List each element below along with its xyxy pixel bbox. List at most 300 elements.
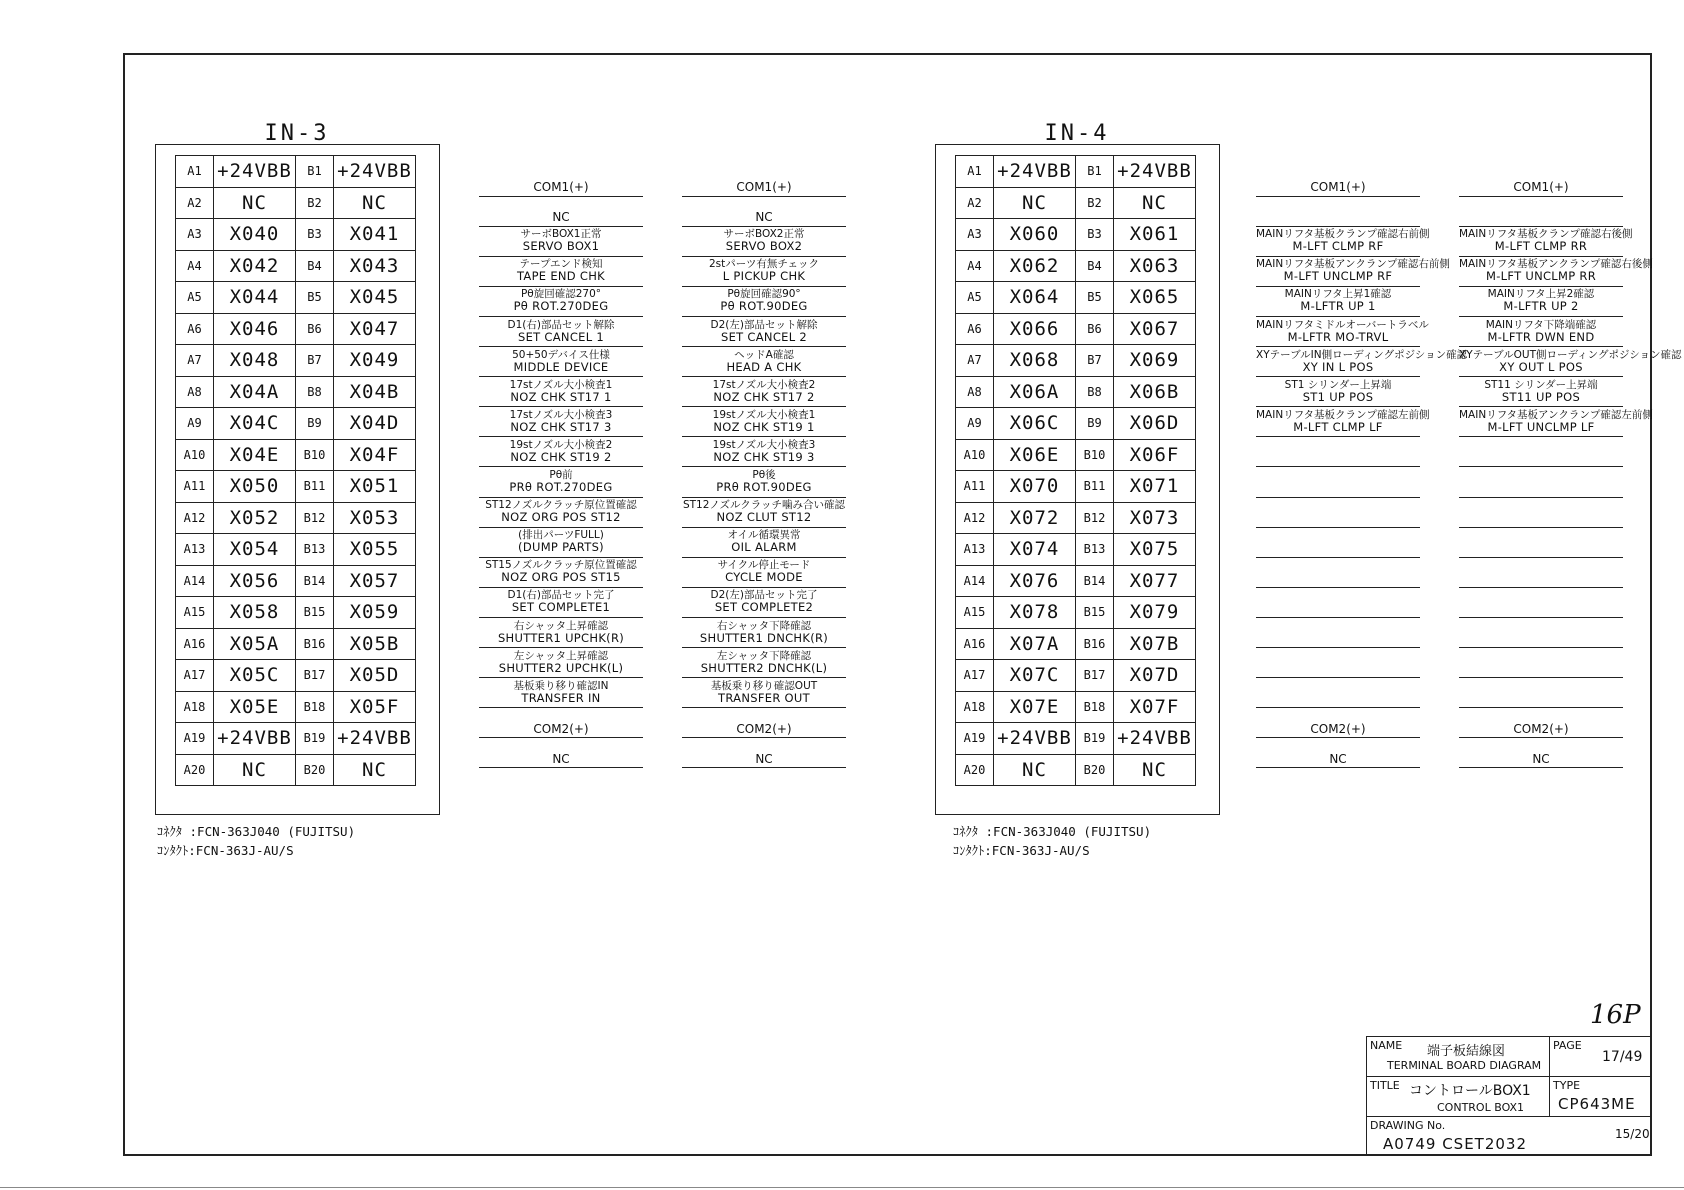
pin-row bbox=[956, 502, 1196, 534]
signal-a: X056 bbox=[214, 565, 296, 597]
signal-b: NC bbox=[1114, 187, 1196, 219]
signal-slot bbox=[1256, 646, 1420, 679]
signal-slot bbox=[479, 315, 643, 348]
signal-b: X07D bbox=[1114, 660, 1196, 692]
signal-label-en: TRANSFER OUT bbox=[718, 690, 810, 705]
signal-slot bbox=[1256, 375, 1420, 408]
signal-slot bbox=[479, 284, 643, 317]
pin-number-a: A20 bbox=[956, 754, 994, 786]
signal-a: X070 bbox=[994, 471, 1076, 503]
signal-a: X050 bbox=[214, 471, 296, 503]
signal-label-jp: ヘッドA確認 bbox=[734, 348, 794, 361]
signal-a: X04A bbox=[214, 376, 296, 408]
signal-slot bbox=[682, 315, 846, 348]
signal-slot bbox=[682, 254, 846, 287]
signal-label-jp: MAINリフタ下降端確認 bbox=[1485, 318, 1597, 331]
signal-b: NC bbox=[334, 187, 416, 219]
pin-number-a: A5 bbox=[176, 282, 214, 314]
signal-a: X05A bbox=[214, 628, 296, 660]
pin-number-b: B5 bbox=[296, 282, 334, 314]
pin-number-b: B12 bbox=[296, 502, 334, 534]
pin-number-b: B8 bbox=[1076, 376, 1114, 408]
pin-number-b: B8 bbox=[296, 376, 334, 408]
signal-slot bbox=[1256, 164, 1420, 197]
signal-slot bbox=[1459, 224, 1633, 257]
pin-number-b: B7 bbox=[296, 345, 334, 377]
signal-label-en: M-LFTR UP 1 bbox=[1300, 299, 1376, 314]
signal-label-en: NOZ ORG POS ST15 bbox=[501, 570, 621, 585]
pin-number-b: B17 bbox=[296, 660, 334, 692]
signal-label-en: NOZ CHK ST17 1 bbox=[510, 389, 612, 404]
pin-number-b: B15 bbox=[1076, 597, 1114, 629]
pin-row bbox=[956, 754, 1196, 786]
signal-label: NC bbox=[755, 751, 773, 766]
pin-number-b: B16 bbox=[296, 628, 334, 660]
pin-number-b: B9 bbox=[296, 408, 334, 440]
signal-b: X071 bbox=[1114, 471, 1196, 503]
tb-title-label: TITLE bbox=[1370, 1079, 1400, 1092]
signal-slot bbox=[1459, 585, 1623, 618]
pin-row bbox=[176, 502, 416, 534]
signal-b: X073 bbox=[1114, 502, 1196, 534]
pin-row bbox=[956, 282, 1196, 314]
signal-slot bbox=[1459, 525, 1623, 558]
signal-a: X046 bbox=[214, 313, 296, 345]
signal-label-en: M-LFT UNCLMP RF bbox=[1283, 269, 1393, 284]
signal-label: COM1(+) bbox=[1310, 180, 1366, 194]
pin-number-b: B2 bbox=[1076, 187, 1114, 219]
pin-row bbox=[956, 471, 1196, 503]
signal-b: +24VBB bbox=[1114, 723, 1196, 755]
signal-slot bbox=[1256, 254, 1450, 287]
pin-row bbox=[176, 313, 416, 345]
signal-a: X040 bbox=[214, 219, 296, 251]
signal-a: X058 bbox=[214, 597, 296, 629]
pin-number-a: A16 bbox=[176, 628, 214, 660]
signal-slot bbox=[1256, 224, 1430, 257]
signal-slot bbox=[479, 254, 643, 287]
tb-name-jp: 端子板結線図 bbox=[1427, 1044, 1506, 1059]
signal-slot bbox=[1459, 736, 1623, 769]
signal-label-jp: 19stノズル大小検査2 bbox=[509, 438, 613, 451]
in4-pin-table bbox=[955, 155, 1196, 786]
pin-row bbox=[956, 156, 1196, 188]
signal-b: X059 bbox=[334, 597, 416, 629]
pin-row bbox=[176, 408, 416, 440]
signal-label-en: XY IN L POS bbox=[1302, 359, 1374, 374]
signal-label-en: OIL ALARM bbox=[731, 540, 797, 555]
pin-number-b: B9 bbox=[1076, 408, 1114, 440]
signal-label-jp: ST12ノズルクラッチ原位置確認 bbox=[485, 499, 637, 512]
pin-number-a: A9 bbox=[176, 408, 214, 440]
signal-label-jp: サイクル停止モード bbox=[717, 559, 811, 572]
signal-slot bbox=[1256, 706, 1420, 739]
signal-slot bbox=[682, 646, 846, 679]
signal-b: +24VBB bbox=[334, 723, 416, 755]
signal-b: X051 bbox=[334, 471, 416, 503]
pin-number-b: B10 bbox=[1076, 439, 1114, 471]
signal-label-en: NOZ CHK ST17 2 bbox=[713, 389, 815, 404]
signal-b: X07B bbox=[1114, 628, 1196, 660]
signal-label-jp: 19stノズル大小検査3 bbox=[712, 438, 816, 451]
signal-label-jp: MAINリフタ上昇2確認 bbox=[1487, 288, 1595, 301]
signal-label-jp: オイル循環異常 bbox=[727, 529, 801, 542]
signal-label-en: Pθ ROT.270DEG bbox=[513, 299, 609, 314]
signal-a: X06A bbox=[994, 376, 1076, 408]
signal-label-en: SHUTTER2 UPCHK(L) bbox=[498, 660, 624, 675]
pin-number-b: B4 bbox=[1076, 250, 1114, 282]
signal-b: X065 bbox=[1114, 282, 1196, 314]
signal-a: X042 bbox=[214, 250, 296, 282]
signal-slot bbox=[479, 224, 643, 257]
pin-number-b: B11 bbox=[296, 471, 334, 503]
pin-row bbox=[176, 471, 416, 503]
signal-label: COM1(+) bbox=[533, 180, 589, 194]
pin-number-a: A12 bbox=[956, 502, 994, 534]
signal-slot bbox=[682, 495, 846, 528]
signal-a: +24VBB bbox=[214, 156, 296, 188]
pin-number-a: A14 bbox=[176, 565, 214, 597]
pin-row bbox=[956, 597, 1196, 629]
in3-pin-table bbox=[175, 155, 416, 786]
pin-row bbox=[956, 691, 1196, 723]
pin-row bbox=[176, 754, 416, 786]
signal-slot bbox=[1459, 555, 1623, 588]
pin-number-a: A1 bbox=[176, 156, 214, 188]
pin-number-b: B3 bbox=[296, 219, 334, 251]
signal-b: X06D bbox=[1114, 408, 1196, 440]
tb-drawing-cell bbox=[1367, 1117, 1650, 1155]
signal-label-jp: MAINリフタ基板アンクランプ確認右後側 bbox=[1459, 258, 1653, 271]
pin-row bbox=[176, 156, 416, 188]
signal-label-en: SET COMPLETE2 bbox=[714, 600, 814, 615]
pin-row bbox=[956, 376, 1196, 408]
signal-label-jp: 19stノズル大小検査1 bbox=[712, 408, 816, 421]
signal-label-en: SHUTTER2 DNCHK(L) bbox=[700, 660, 828, 675]
signal-slot bbox=[479, 435, 643, 468]
pin-number-a: A11 bbox=[176, 471, 214, 503]
page-bottom-line bbox=[0, 1187, 1684, 1188]
signal-slot bbox=[682, 435, 846, 468]
in4-connector-note bbox=[953, 822, 1151, 860]
signal-a: X04C bbox=[214, 408, 296, 440]
pin-number-a: A20 bbox=[176, 754, 214, 786]
signal-b: NC bbox=[334, 754, 416, 786]
signal-slot bbox=[1256, 284, 1420, 317]
signal-b: X04B bbox=[334, 376, 416, 408]
signal-slot bbox=[479, 525, 643, 558]
signal-slot bbox=[682, 224, 846, 257]
tb-type-value: CP643ME bbox=[1558, 1095, 1636, 1113]
signal-label: NC bbox=[552, 210, 570, 225]
signal-label-en: SERVO BOX1 bbox=[522, 239, 600, 254]
signal-slot bbox=[1256, 435, 1420, 468]
signal-label-jp: 50+50デバイス仕様 bbox=[512, 348, 610, 361]
pin-number-a: A15 bbox=[956, 597, 994, 629]
signal-label-en: M-LFT CLMP RR bbox=[1494, 239, 1588, 254]
signal-label-jp: D1(右)部品セット完了 bbox=[507, 589, 615, 602]
pin-row bbox=[956, 723, 1196, 755]
signal-b: X053 bbox=[334, 502, 416, 534]
signal-a: X044 bbox=[214, 282, 296, 314]
signal-slot bbox=[1459, 676, 1623, 709]
signal-slot bbox=[1256, 194, 1420, 227]
signal-label-jp: テープエンド検知 bbox=[519, 258, 603, 271]
signal-label-en: M-LFTR MO-TRVL bbox=[1287, 329, 1389, 344]
pin-number-a: A13 bbox=[956, 534, 994, 566]
pin-number-a: A12 bbox=[176, 502, 214, 534]
signal-slot bbox=[479, 345, 643, 378]
pin-number-a: A15 bbox=[176, 597, 214, 629]
signal-label-en: ST1 UP POS bbox=[1302, 389, 1374, 404]
signal-slot bbox=[682, 676, 846, 709]
tb-page-cell bbox=[1550, 1037, 1650, 1077]
signal-slot bbox=[682, 405, 846, 438]
tb-page-value: 17/49 bbox=[1602, 1049, 1643, 1065]
pin-row bbox=[176, 565, 416, 597]
pin-row bbox=[956, 660, 1196, 692]
signal-label-jp: MAINリフタ基板クランプ確認右後側 bbox=[1459, 228, 1633, 241]
signal-slot bbox=[479, 375, 643, 408]
pin-number-a: A14 bbox=[956, 565, 994, 597]
signal-label-en: XY OUT L POS bbox=[1499, 359, 1583, 374]
signal-slot bbox=[479, 706, 643, 739]
signal-slot bbox=[1459, 706, 1623, 739]
signal-b: X049 bbox=[334, 345, 416, 377]
signal-slot bbox=[1256, 525, 1420, 558]
pin-number-b: B20 bbox=[1076, 754, 1114, 786]
signal-label-jp: D2(左)部品セット完了 bbox=[710, 589, 818, 602]
signal-label-jp: XYテーブルIN側ローディングポジション確認 bbox=[1256, 348, 1468, 361]
signal-label: NC bbox=[1532, 751, 1550, 766]
signal-label-en: M-LFTR UP 2 bbox=[1503, 299, 1579, 314]
signal-b: NC bbox=[1114, 754, 1196, 786]
signal-a: X07A bbox=[994, 628, 1076, 660]
signal-label-en: NOZ ORG POS ST12 bbox=[501, 510, 621, 525]
signal-label-jp: MAINリフタ基板アンクランプ確認左前側 bbox=[1459, 408, 1653, 421]
signal-label: COM2(+) bbox=[1310, 721, 1366, 736]
pin-number-a: A6 bbox=[176, 313, 214, 345]
signal-label-en: (DUMP PARTS) bbox=[518, 540, 604, 555]
signal-label-en: NOZ CHK ST19 1 bbox=[713, 419, 815, 434]
signal-label: NC bbox=[552, 751, 570, 766]
signal-label-en: SET CANCEL 2 bbox=[720, 329, 808, 344]
signal-label-en: MIDDLE DEVICE bbox=[513, 359, 609, 374]
signal-b: X06B bbox=[1114, 376, 1196, 408]
signal-a: X06E bbox=[994, 439, 1076, 471]
signal-label-jp: ST12ノズルクラッチ噛み合い確認 bbox=[682, 499, 846, 512]
pin-number-b: B16 bbox=[1076, 628, 1114, 660]
pin-number-a: A6 bbox=[956, 313, 994, 345]
signal-a: X054 bbox=[214, 534, 296, 566]
pin-number-b: B17 bbox=[1076, 660, 1114, 692]
signal-label-jp: サーボBOX2正常 bbox=[723, 228, 805, 241]
pin-row bbox=[176, 250, 416, 282]
tb-name-en: TERMINAL BOARD DIAGRAM bbox=[1387, 1059, 1542, 1072]
pin-number-b: B7 bbox=[1076, 345, 1114, 377]
signal-label-jp: XYテーブルOUT側ローディングポジション確認 bbox=[1459, 348, 1682, 361]
signal-slot bbox=[479, 465, 643, 498]
pin-number-a: A16 bbox=[956, 628, 994, 660]
signal-slot bbox=[682, 194, 846, 227]
pin-row bbox=[956, 534, 1196, 566]
signal-a: X078 bbox=[994, 597, 1076, 629]
pin-number-a: A11 bbox=[956, 471, 994, 503]
in3-connector: ｺﾈｸﾀ :FCN-363J040 (FUJITSU) bbox=[157, 824, 356, 839]
signal-label-jp: 基板乗り移り確認IN bbox=[513, 679, 609, 692]
tb-drawing-value: A0749 CSET2032 bbox=[1383, 1135, 1528, 1153]
signal-label-jp: 右シャッタ上昇確認 bbox=[513, 619, 609, 632]
pin-number-b: B1 bbox=[296, 156, 334, 188]
signal-a: +24VBB bbox=[214, 723, 296, 755]
signal-label-jp: Pθ旋回確認90° bbox=[727, 288, 801, 301]
signal-slot bbox=[1256, 495, 1420, 528]
signal-a: X074 bbox=[994, 534, 1076, 566]
signal-slot bbox=[479, 405, 643, 438]
signal-label-en: M-LFT CLMP LF bbox=[1293, 419, 1383, 434]
signal-slot bbox=[682, 465, 846, 498]
signal-label-jp: D1(右)部品セット解除 bbox=[507, 318, 615, 331]
pin-number-b: B4 bbox=[296, 250, 334, 282]
signal-label-en: PRθ ROT.90DEG bbox=[716, 480, 812, 494]
pin-number-a: A13 bbox=[176, 534, 214, 566]
signal-a: NC bbox=[994, 754, 1076, 786]
pin-number-a: A19 bbox=[176, 723, 214, 755]
pin-row bbox=[176, 345, 416, 377]
handwritten-page-note: 16P bbox=[1590, 1000, 1641, 1030]
signal-slot bbox=[682, 616, 846, 649]
signal-label-en: SERVO BOX2 bbox=[725, 239, 803, 254]
signal-slot bbox=[1459, 375, 1623, 408]
signal-label-jp: Pθ旋回確認270° bbox=[520, 288, 602, 301]
signal-b: +24VBB bbox=[1114, 156, 1196, 188]
signal-label-en: PRθ ROT.270DEG bbox=[509, 480, 613, 494]
pin-number-a: A10 bbox=[956, 439, 994, 471]
signal-b: X057 bbox=[334, 565, 416, 597]
pin-number-a: A17 bbox=[956, 660, 994, 692]
signal-label-jp: MAINリフタ基板アンクランプ確認右前側 bbox=[1256, 258, 1450, 271]
tb-title-en: CONTROL BOX1 bbox=[1437, 1101, 1525, 1114]
signal-a: +24VBB bbox=[994, 156, 1076, 188]
signal-label-jp: 基板乗り移り確認OUT bbox=[710, 679, 818, 692]
in4-title: IN-4 bbox=[1017, 121, 1137, 146]
pin-row bbox=[956, 345, 1196, 377]
signal-slot bbox=[1459, 164, 1623, 197]
pin-number-a: A8 bbox=[956, 376, 994, 408]
pin-row bbox=[176, 187, 416, 219]
signal-b: X04D bbox=[334, 408, 416, 440]
signal-label-jp: ST11 シリンダー上昇端 bbox=[1484, 378, 1598, 391]
signal-a: NC bbox=[994, 187, 1076, 219]
signal-a: X048 bbox=[214, 345, 296, 377]
signal-label-jp: 17stノズル大小検査1 bbox=[509, 378, 613, 391]
pin-number-b: B6 bbox=[1076, 313, 1114, 345]
signal-label: COM2(+) bbox=[533, 721, 589, 736]
pin-number-a: A9 bbox=[956, 408, 994, 440]
pin-row bbox=[176, 660, 416, 692]
tb-title-jp: コントロールBOX1 bbox=[1409, 1083, 1531, 1099]
pin-number-a: A10 bbox=[176, 439, 214, 471]
pin-row bbox=[176, 691, 416, 723]
signal-slot bbox=[1256, 405, 1430, 438]
signal-slot bbox=[682, 585, 846, 618]
signal-slot bbox=[1459, 405, 1653, 438]
pin-number-a: A4 bbox=[176, 250, 214, 282]
signal-label-en: SET CANCEL 1 bbox=[517, 329, 605, 344]
signal-label-en: M-LFT UNCLMP LF bbox=[1487, 419, 1595, 434]
signal-slot bbox=[479, 555, 643, 588]
signal-a: X04E bbox=[214, 439, 296, 471]
signal-b: X055 bbox=[334, 534, 416, 566]
signal-slot bbox=[1459, 254, 1653, 287]
signal-slot bbox=[479, 736, 643, 769]
signal-label: COM1(+) bbox=[736, 180, 792, 194]
pin-row bbox=[176, 723, 416, 755]
signal-slot bbox=[682, 345, 846, 378]
signal-label: NC bbox=[1329, 751, 1347, 766]
pin-number-b: B15 bbox=[296, 597, 334, 629]
signal-label-en: NOZ CHK ST17 3 bbox=[510, 419, 612, 434]
signal-a: X068 bbox=[994, 345, 1076, 377]
signal-a: X066 bbox=[994, 313, 1076, 345]
signal-label-jp: 左シャッタ上昇確認 bbox=[513, 649, 609, 662]
signal-label-jp: (排出パーツFULL) bbox=[518, 529, 604, 542]
signal-label: COM2(+) bbox=[736, 721, 792, 736]
signal-label-jp: 2stパーツ有無チェック bbox=[708, 258, 820, 271]
tb-type-cell bbox=[1550, 1077, 1650, 1117]
pin-number-a: A7 bbox=[176, 345, 214, 377]
pin-number-a: A3 bbox=[956, 219, 994, 251]
signal-slot bbox=[1459, 616, 1623, 649]
signal-label-en: TRANSFER IN bbox=[521, 690, 601, 705]
signal-label: COM2(+) bbox=[1513, 721, 1569, 736]
signal-slot bbox=[682, 555, 846, 588]
pin-row bbox=[176, 376, 416, 408]
signal-a: X06C bbox=[994, 408, 1076, 440]
signal-label: COM1(+) bbox=[1513, 180, 1569, 194]
signal-label-en: NOZ CHK ST19 3 bbox=[713, 449, 815, 464]
pin-number-b: B5 bbox=[1076, 282, 1114, 314]
pin-number-b: B14 bbox=[296, 565, 334, 597]
tb-name-label: NAME bbox=[1370, 1039, 1403, 1052]
tb-page-label: PAGE bbox=[1553, 1039, 1582, 1052]
signal-a: NC bbox=[214, 187, 296, 219]
signal-slot bbox=[1256, 315, 1429, 348]
signal-b: X075 bbox=[1114, 534, 1196, 566]
signal-a: X060 bbox=[994, 219, 1076, 251]
signal-a: X07E bbox=[994, 691, 1076, 723]
pin-number-a: A8 bbox=[176, 376, 214, 408]
signal-label-en: L PICKUP CHK bbox=[722, 269, 806, 284]
pin-number-a: A17 bbox=[176, 660, 214, 692]
signal-slot bbox=[1459, 646, 1623, 679]
signal-b: X063 bbox=[1114, 250, 1196, 282]
signal-slot bbox=[1256, 345, 1468, 378]
signal-label-jp: 17stノズル大小検査2 bbox=[712, 378, 816, 391]
signal-slot bbox=[479, 585, 643, 618]
pin-number-b: B18 bbox=[296, 691, 334, 723]
signal-slot bbox=[682, 164, 846, 197]
signal-b: X06F bbox=[1114, 439, 1196, 471]
signal-b: X047 bbox=[334, 313, 416, 345]
pin-row bbox=[956, 313, 1196, 345]
pin-number-b: B13 bbox=[1076, 534, 1114, 566]
signal-b: +24VBB bbox=[334, 156, 416, 188]
signal-label-jp: MAINリフタミドルオーバートラベル bbox=[1256, 318, 1429, 331]
signal-b: X067 bbox=[1114, 313, 1196, 345]
signal-label-en: SHUTTER1 DNCHK(R) bbox=[699, 630, 829, 645]
signal-slot bbox=[479, 164, 643, 197]
